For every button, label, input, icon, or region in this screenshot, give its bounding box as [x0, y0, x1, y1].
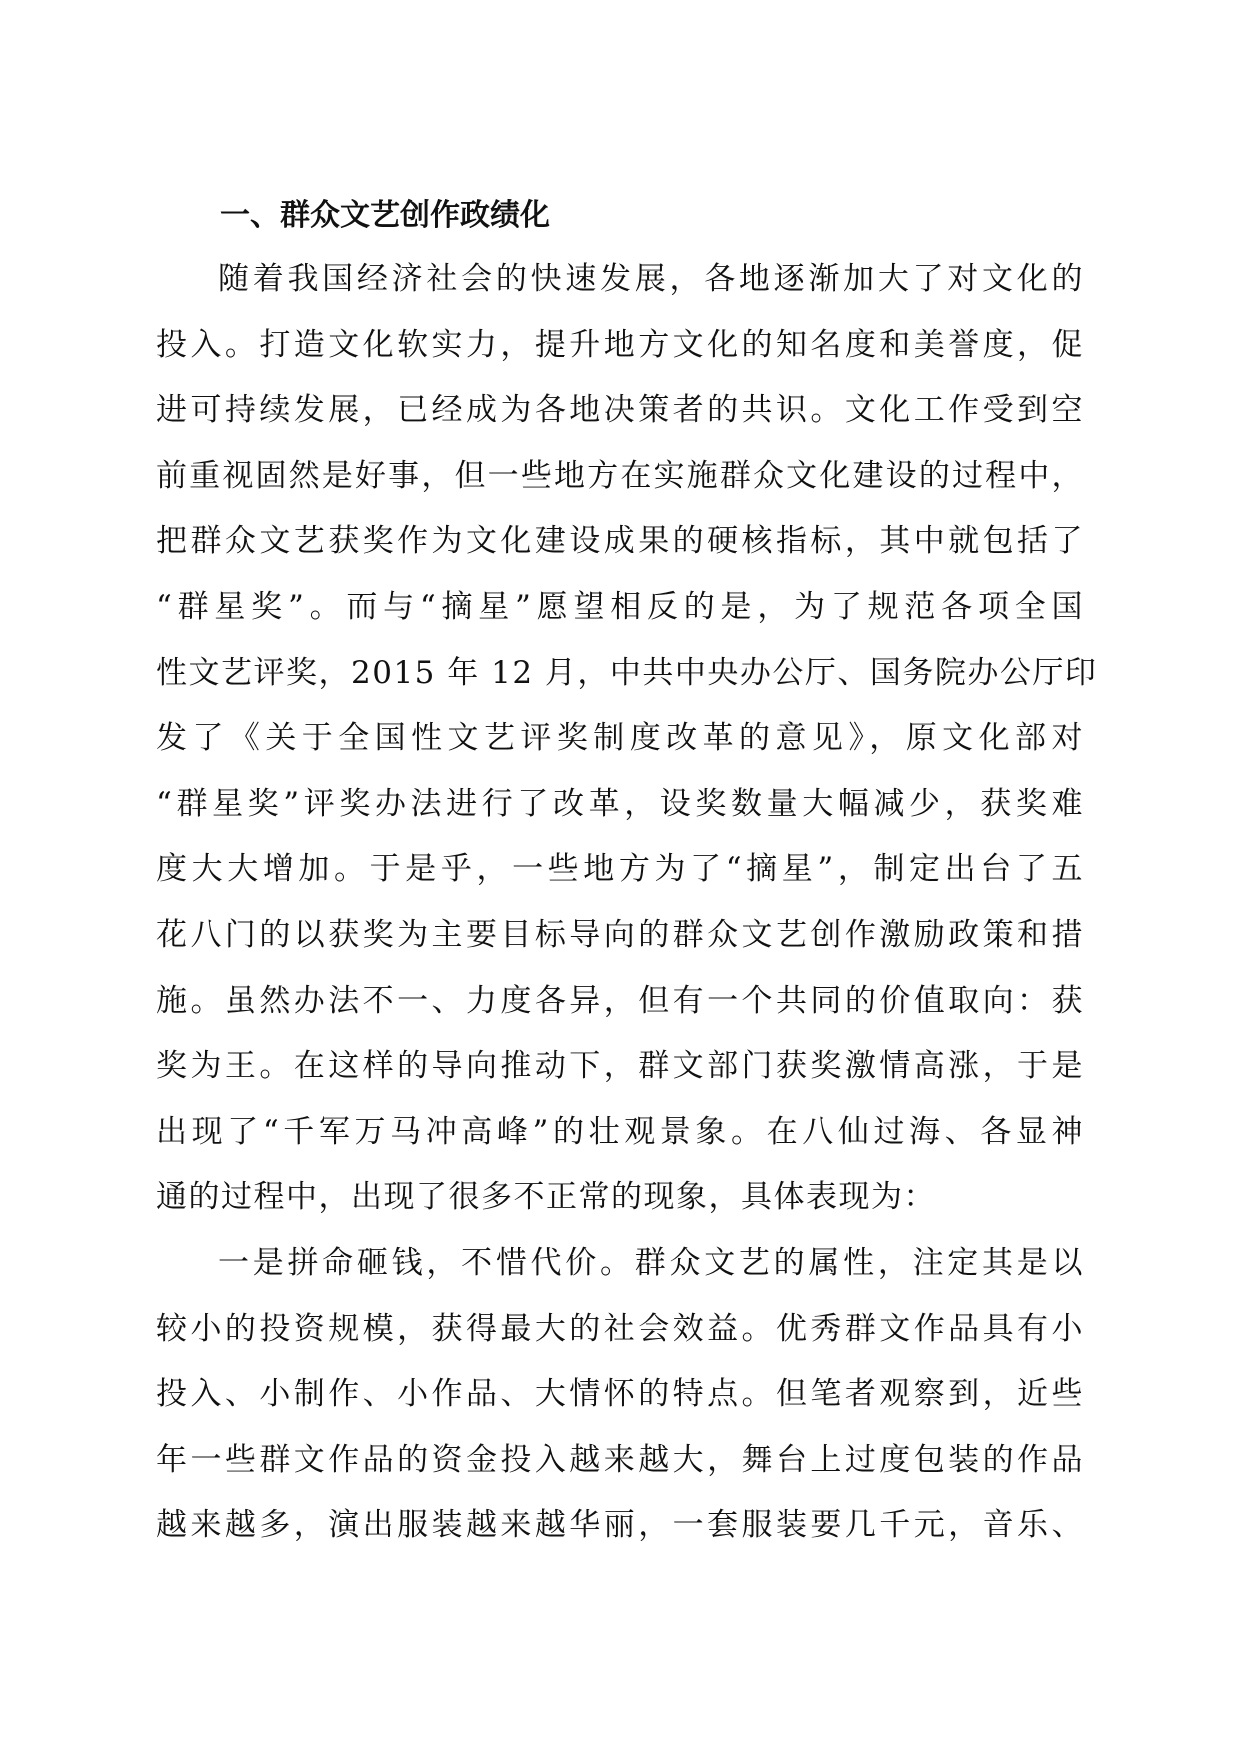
text-line: 度大大增加。于是乎，一些地方为了“摘星”，制定出台了五 [156, 851, 1084, 888]
text-line: 一是拼命砸钱，不惜代价。群众文艺的属性，注定其是以 [218, 1244, 1084, 1281]
text-line: 通的过程中，出现了很多不正常的现象，具体表现为： [156, 1179, 936, 1216]
text-line: 年一些群文作品的资金投入越来越大，舞台上过度包装的作品 [156, 1441, 1084, 1478]
text-line: 投入。打造文化软实力，提升地方文化的知名度和美誉度，促 [156, 326, 1084, 363]
text-line: 越来越多，演出服装越来越华丽，一套服装要几千元，音乐、 [156, 1507, 1084, 1544]
text-line: 施。虽然办法不一、力度各异，但有一个共同的价值取向：获 [156, 982, 1084, 1019]
text-line: 发了《关于全国性文艺评奖制度改革的意见》，原文化部对 [156, 720, 1084, 757]
text-line: 投入、小制作、小作品、大情怀的特点。但笔者观察到，近些 [156, 1376, 1084, 1413]
text-line: 奖为王。在这样的导向推动下，群文部门获奖激情高涨，于是 [156, 1048, 1084, 1085]
text-line: 把群众文艺获奖作为文化建设成果的硬核指标，其中就包括了 [156, 523, 1084, 560]
text-line: “群星奖”评奖办法进行了改革，设奖数量大幅减少，获奖难 [156, 785, 1084, 822]
text-line: 前重视固然是好事，但一些地方在实施群众文化建设的过程中， [156, 457, 1084, 494]
text-line: 进可持续发展，已经成为各地决策者的共识。文化工作受到空 [156, 392, 1084, 429]
paragraph-point-one [156, 1231, 1084, 1559]
text-line: 出现了“千军万马冲高峰”的壮观景象。在八仙过海、各显神 [156, 1113, 1084, 1150]
text-line: “群星奖”。而与“摘星”愿望相反的是，为了规范各项全国 [156, 588, 1084, 625]
paragraph-intro [156, 247, 1098, 1231]
text-line: 花八门的以获奖为主要目标导向的群众文艺创作激励政策和措 [156, 916, 1084, 953]
text-line: 性文艺评奖，2015 年 12 月，中共中央办公厅、国务院办公厅印 [156, 654, 1098, 691]
section-heading: 一、群众文艺创作政绩化 [220, 198, 550, 233]
text-line: 随着我国经济社会的快速发展，各地逐渐加大了对文化的 [218, 261, 1084, 297]
text-line: 较小的投资规模，获得最大的社会效益。优秀群文作品具有小 [156, 1310, 1084, 1347]
document-body [156, 185, 1098, 1559]
